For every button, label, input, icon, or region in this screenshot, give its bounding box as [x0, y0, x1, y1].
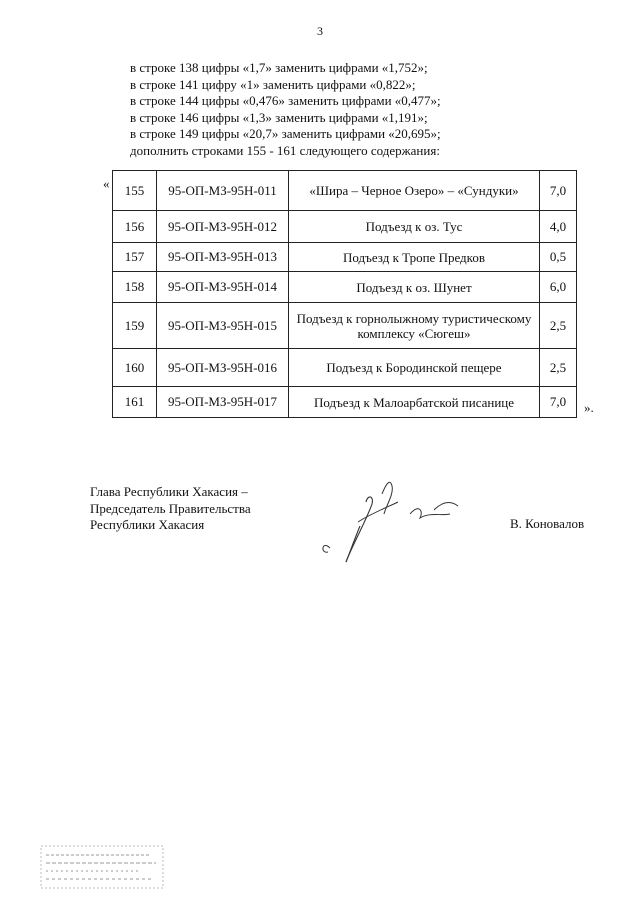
row-number: 156 [113, 211, 157, 243]
amendment-line: в строке 141 цифру «1» заменить цифрами «0,822»; [130, 76, 416, 92]
signatory-name: В. Коновалов [510, 516, 585, 531]
amendment-line: в строке 144 цифры «0,476» заменить цифрами «0,477»; [130, 93, 441, 108]
roads-table [112, 170, 577, 418]
amendment-list [130, 60, 441, 159]
road-length: 7,0 [540, 171, 577, 211]
road-name: Подъезд к Малоарбатской писанице [289, 387, 540, 418]
amendment-line: в строке 149 цифры «20,7» заменить цифрами «20,695»; [130, 126, 441, 141]
registration-stamp [40, 845, 164, 889]
road-name: Подъезд к Бородинской пещере [289, 349, 540, 387]
road-name: Подъезд к Тропе Предков [289, 243, 540, 272]
opening-quote: « [103, 176, 110, 191]
row-number: 155 [113, 171, 157, 211]
table-row [113, 243, 577, 272]
table-row [113, 303, 577, 349]
table-row [113, 349, 577, 387]
road-name: «Шира – Черное Озеро» – «Сундуки» [289, 171, 540, 211]
road-code: 95-ОП-МЗ-95Н-016 [157, 349, 289, 387]
table-row [113, 387, 577, 418]
page-number: 3 [317, 24, 323, 38]
table-row [113, 171, 577, 211]
road-code: 95-ОП-МЗ-95Н-011 [157, 171, 289, 211]
row-number: 157 [113, 243, 157, 272]
road-name: Подъезд к оз. Тус [289, 211, 540, 243]
road-name: Подъезд к оз. Шунет [289, 272, 540, 303]
signatory-title-line: Глава Республики Хакасия – [90, 484, 248, 499]
road-length: 2,5 [540, 349, 577, 387]
row-number: 161 [113, 387, 157, 418]
amendment-line: в строке 146 цифры «1,3» заменить цифрами «1,191»; [130, 109, 428, 125]
road-code: 95-ОП-МЗ-95Н-013 [157, 243, 289, 272]
closing-quote: ». [584, 400, 594, 415]
road-length: 6,0 [540, 272, 577, 303]
table-row [113, 272, 577, 303]
row-number: 159 [113, 303, 157, 349]
table-row [113, 211, 577, 243]
road-length: 4,0 [540, 211, 577, 243]
road-length: 2,5 [540, 303, 577, 349]
row-number: 158 [113, 272, 157, 303]
signatory-title-line: Республики Хакасия [90, 517, 205, 532]
road-length: 0,5 [540, 243, 577, 272]
road-code: 95-ОП-МЗ-95Н-014 [157, 272, 289, 303]
road-code: 95-ОП-МЗ-95Н-017 [157, 387, 289, 418]
amendment-line: в строке 138 цифры «1,7» заменить цифрами «1,752»; [130, 60, 428, 75]
signatory-title-line: Председатель Правительства [90, 500, 251, 516]
road-code: 95-ОП-МЗ-95Н-012 [157, 211, 289, 243]
amendment-line: дополнить строками 155 - 161 следующего содержания: [130, 142, 440, 158]
handwritten-signature [300, 466, 490, 566]
road-code: 95-ОП-МЗ-95Н-015 [157, 303, 289, 349]
road-length: 7,0 [540, 387, 577, 418]
signatory-title [90, 484, 251, 534]
row-number: 160 [113, 349, 157, 387]
road-name: Подъезд к горнолыжному туристическому комплексу «Сюгеш» [289, 303, 540, 349]
